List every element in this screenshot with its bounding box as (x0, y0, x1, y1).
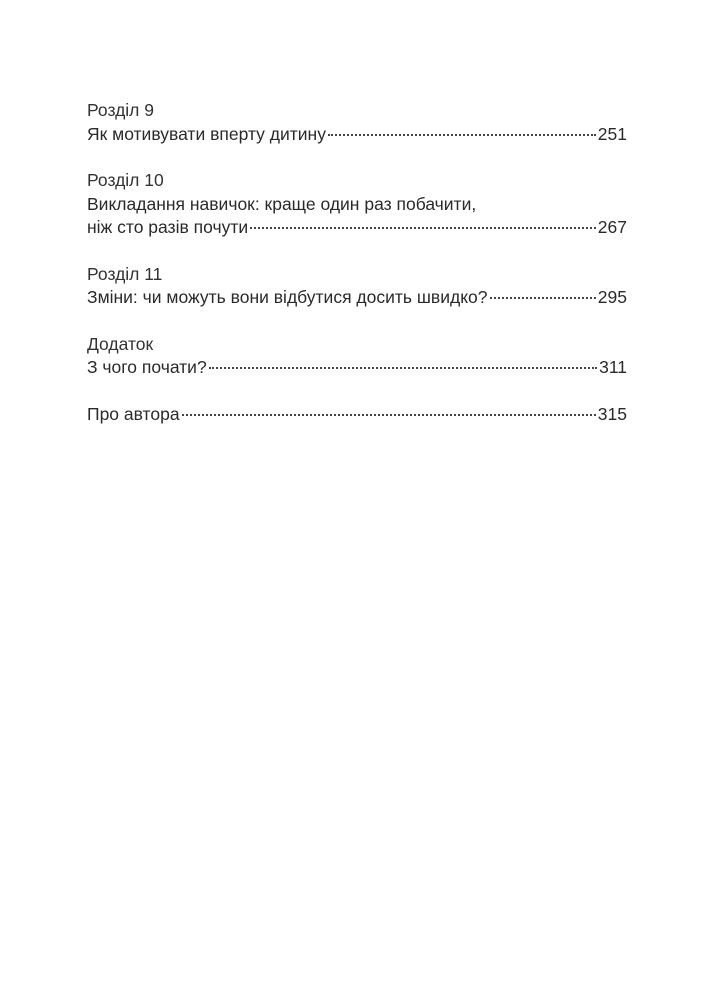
chapter-title: Зміни: чи можуть вони відбутися досить швидко? (87, 287, 488, 307)
about-author-title: Про автора (87, 403, 180, 424)
dot-leader (209, 367, 597, 369)
toc-line[interactable] (87, 286, 627, 310)
toc-line[interactable] (87, 216, 627, 240)
toc-line[interactable] (87, 356, 627, 380)
page-number: 267 (597, 217, 627, 237)
toc-entry-chapter-11 (87, 263, 627, 310)
dot-leader (250, 227, 596, 229)
chapter-heading: Розділ 9 (87, 100, 154, 120)
page-number: 251 (597, 123, 627, 144)
chapter-title: Як мотивувати вперту дитину (87, 123, 326, 144)
page-number: 315 (597, 403, 627, 424)
toc-entry-chapter-10 (87, 169, 627, 240)
chapter-heading: Розділ 10 (87, 170, 164, 190)
page-number: 295 (597, 287, 627, 307)
table-of-contents (87, 99, 627, 426)
appendix-heading: Додаток (87, 333, 154, 354)
toc-entry-chapter-9 (87, 99, 627, 146)
chapter-heading: Розділ 11 (87, 263, 163, 284)
chapter-title-line-1: Викладання навичок: краще один раз побачити, (87, 193, 477, 214)
toc-entry-appendix (87, 333, 627, 380)
toc-line[interactable] (87, 123, 627, 147)
appendix-title: З чого почати? (87, 357, 207, 377)
dot-leader (182, 414, 596, 416)
dot-leader (328, 134, 596, 136)
chapter-title-line-2: ніж сто разів почути (87, 217, 249, 237)
dot-leader (490, 297, 596, 299)
page-number: 311 (599, 357, 627, 377)
toc-entry-about-author (87, 403, 627, 427)
toc-line[interactable] (87, 403, 627, 427)
